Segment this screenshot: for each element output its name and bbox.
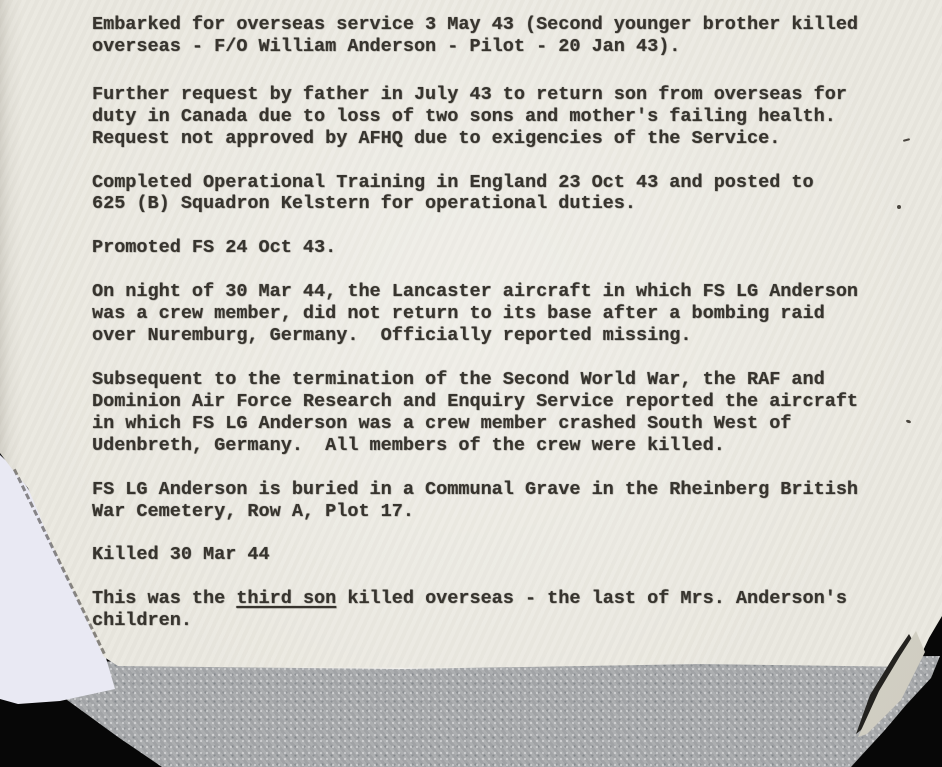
text-line: Dominion Air Force Research and Enquiry Service reported the aircraft xyxy=(92,390,859,412)
text-line: Embarked for overseas service 3 May 43 (Second younger brother killed xyxy=(92,14,859,35)
text-line: Request not approved by AFHQ due to exigencies of the Service. xyxy=(92,127,781,149)
paragraph-killed-date xyxy=(92,544,892,566)
text-line xyxy=(92,588,892,610)
paragraph-training xyxy=(92,172,892,216)
text-line: was a crew member, did not return to its base after a bombing raid xyxy=(92,303,825,325)
ink-speck xyxy=(897,205,901,209)
text-line: 625 (B) Squadron Kelstern for operational duties. xyxy=(92,193,636,215)
text-line: FS LG Anderson is buried in a Communal Grave in the Rheinberg British xyxy=(92,478,859,500)
text-line: overseas - F/O William Anderson - Pilot - 20 Jan 43). xyxy=(92,35,681,57)
paragraph-missing xyxy=(92,281,892,347)
text-line: Killed 30 Mar 44 xyxy=(92,544,270,566)
text-line: Completed Operational Training in England 23 Oct 43 and posted to xyxy=(92,171,814,193)
text-segment: This was the xyxy=(92,588,237,610)
underlined-text: third son xyxy=(236,588,337,610)
paragraph-crash-report xyxy=(92,369,892,457)
paragraph-embarked xyxy=(92,14,892,58)
paragraph-burial xyxy=(92,479,892,523)
text-line: over Nuremburg, Germany. Officially reported missing. xyxy=(92,325,692,347)
paragraph-third-son xyxy=(92,588,892,632)
text-line: Udenbreth, Germany. All members of the crew were killed. xyxy=(92,434,725,456)
text-segment: killed overseas - the last of Mrs. Anderson's xyxy=(336,588,847,610)
paragraph-father-request xyxy=(92,84,892,150)
text-line: Further request by father in July 43 to return son from overseas for xyxy=(92,83,847,105)
text-line: On night of 30 Mar 44, the Lancaster aircraft in which FS LG Anderson xyxy=(92,281,859,303)
text-line: in which FS LG Anderson was a crew member crashed South West of xyxy=(92,412,792,434)
text-line: Subsequent to the termination of the Second World War, the RAF and xyxy=(92,368,825,390)
typewritten-text xyxy=(92,14,892,654)
text-line: children. xyxy=(92,610,192,632)
text-line: Promoted FS 24 Oct 43. xyxy=(92,237,337,259)
text-line: War Cemetery, Row A, Plot 17. xyxy=(92,500,414,522)
text-line: duty in Canada due to loss of two sons and mother's failing health. xyxy=(92,105,836,127)
paragraph-promoted xyxy=(92,237,892,259)
